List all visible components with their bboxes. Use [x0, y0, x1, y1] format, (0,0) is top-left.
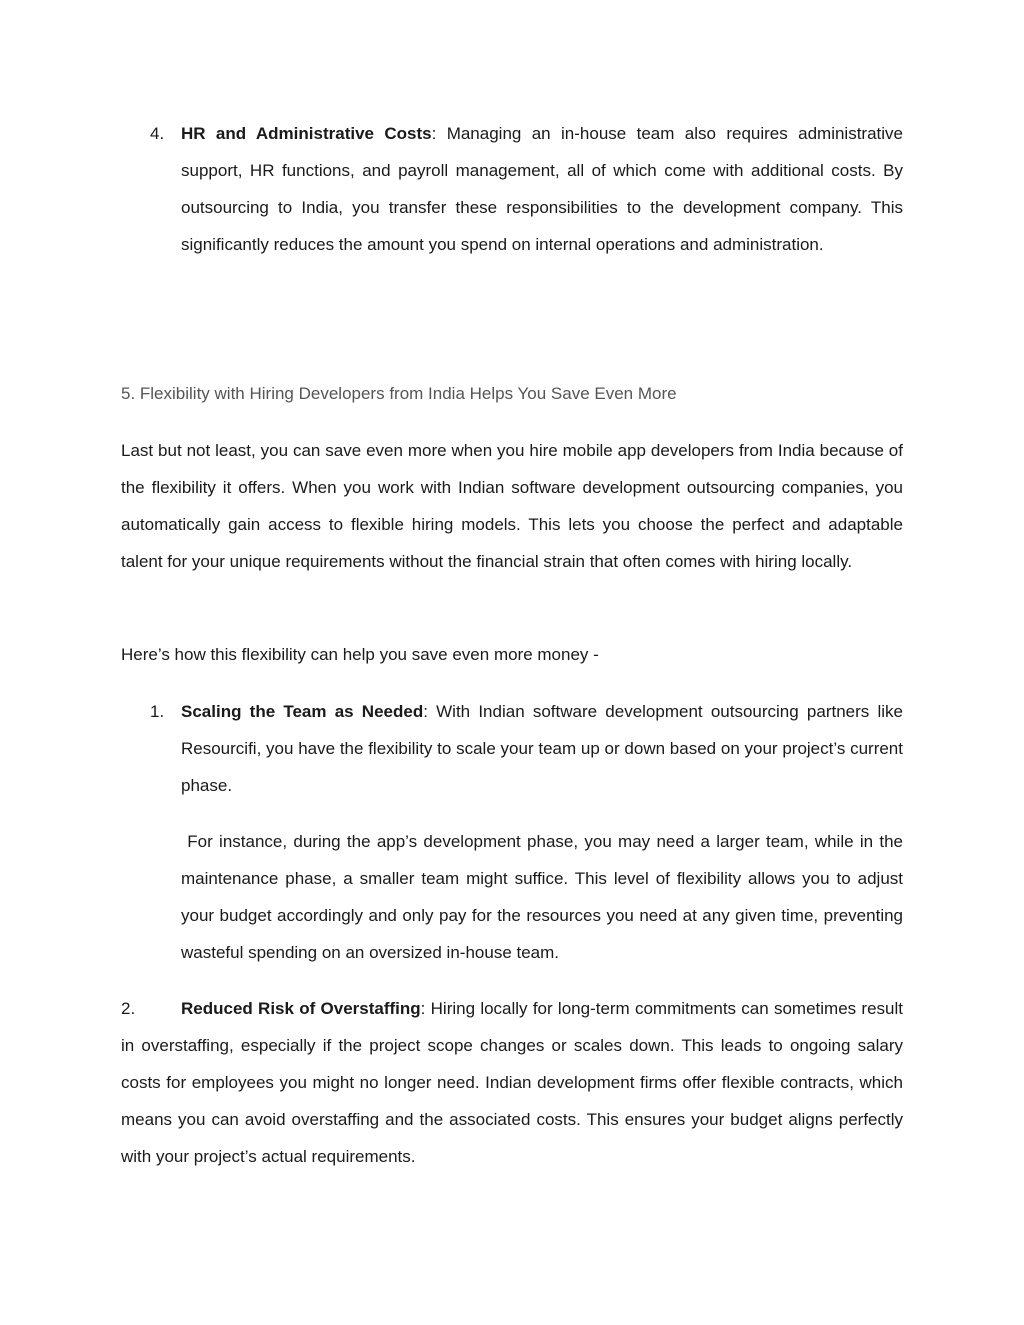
list-item-scaling	[181, 693, 903, 804]
body-paragraph: Last but not least, you can save even more when you hire mobile app developers from India because of the flexibility it offers. When you work with Indian software development outsourcing companies, you automatically gain access to flexible hiring models. This lets you choose the perfect and adaptable talent for your unique requirements without the financial strain that often comes with hiring locally.	[121, 441, 903, 571]
list-item-text: : Managing an in-house team also requires administrative support, HR functions, and payroll management, all of which come with additional costs. By outsourcing to India, you transfer these responsibilities to the development company. This significantly reduces the amount you spend on internal operations and administration.	[181, 124, 903, 254]
list-item-text: : With Indian software development outsourcing partners like Resourcifi, you have the flexibility to scale your team up or down based on your project’s current phase.	[181, 702, 903, 795]
list-item-followup: For instance, during the app’s development phase, you may need a larger team, while in the maintenance phase, a smaller team might suffice. This level of flexibility allows you to adjust your budget accordingly and only pay for the resources you need at any given time, preventing wasteful spending on an oversized in-house team.	[181, 832, 908, 962]
list-number-1: 1.	[150, 702, 165, 721]
list-number-4: 4.	[150, 124, 165, 143]
intro-paragraph: Here’s how this flexibility can help you save even more money -	[121, 645, 599, 664]
list-item-overstaffing	[121, 990, 903, 1175]
list-item-hr-costs	[181, 115, 903, 263]
list-number-2: 2.	[121, 999, 136, 1018]
list-item-text: : Hiring locally for long-term commitments can sometimes result in overstaffing, especially if the project scope changes or scales down. This leads to ongoing salary costs for employees you might no longer need. Indian development firms offer flexible contracts, which means you can avoid overstaffing and the associated costs. This ensures your budget aligns perfectly with your project’s actual requirements.	[121, 999, 903, 1166]
list-item-title: Reduced Risk of Overstaffing	[181, 999, 421, 1018]
list-item-title: HR and Administrative Costs	[181, 124, 432, 143]
list-item-title: Scaling the Team as Needed	[181, 702, 424, 721]
section-heading: 5. Flexibility with Hiring Developers from India Helps You Save Even More	[121, 384, 677, 403]
